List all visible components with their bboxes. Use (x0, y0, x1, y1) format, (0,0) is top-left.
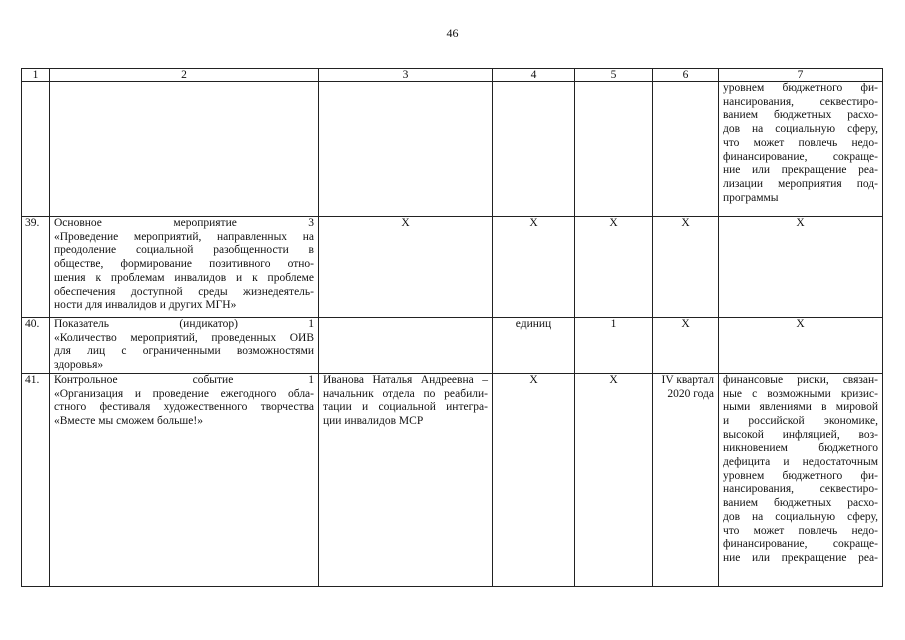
risks-cell (719, 217, 883, 318)
responsible-person (319, 318, 493, 374)
table-row (22, 318, 883, 374)
cell-line: IV квартал (661, 373, 714, 386)
cell-line: Основное мероприятие 3 (54, 217, 314, 229)
cell-line: финансовые риски, связан- (723, 373, 878, 386)
table-row (22, 82, 883, 217)
cell-line: уровнем бюджетного фи- (723, 469, 878, 482)
cell-line: ными явлениями в мировой (723, 401, 878, 414)
cell-line: Х (796, 318, 805, 330)
cell-line: 2020 года (667, 387, 714, 400)
deadline-cell (653, 318, 719, 374)
cell-line: дов на социальную сферу, (723, 123, 878, 136)
responsible-person (319, 82, 493, 217)
table-row (22, 217, 883, 318)
table-row (22, 373, 883, 586)
cell-line: высокой инфляцией, воз- (723, 428, 878, 441)
deadline-cell (653, 373, 719, 586)
cell-line: Иванова Наталья Андреевна – (323, 373, 488, 386)
deadline-cell (653, 82, 719, 217)
column-number-2: 2 (50, 69, 319, 82)
cell-line: обеспечения доступной среды жизнедеятель- (54, 285, 314, 298)
column-number-5: 5 (575, 69, 653, 82)
cell-line: никновением бюджетного (723, 442, 878, 455)
deadline-cell (653, 217, 719, 318)
cell-line: начальник отдела по реабили- (323, 387, 488, 400)
cell-line: ние или прекращение реа- (723, 551, 878, 564)
cell-line: тации и социальной интегра- (323, 401, 488, 414)
cell-line: обществе, формирование позитивного отно- (54, 258, 314, 271)
column-number-4: 4 (493, 69, 575, 82)
cell-line: ние или прекращение реа- (723, 164, 878, 177)
risks-cell (719, 318, 883, 374)
value-cell: Х (575, 217, 653, 318)
cell-line: «Вместе мы сможем больше!» (54, 414, 203, 427)
responsible-person (319, 217, 493, 318)
measure-description (50, 373, 319, 586)
cell-line: финансирование, сокраще- (723, 150, 878, 163)
cell-line: Х (796, 217, 805, 229)
unit-cell: Х (493, 373, 575, 586)
measures-table (21, 68, 883, 587)
column-number-1: 1 (22, 69, 50, 82)
cell-line: ные с возможными кризис- (723, 387, 878, 400)
cell-line: что может повлечь недо- (723, 524, 878, 537)
cell-line: ности для инвалидов и других МГН» (54, 299, 237, 312)
column-number-row (22, 69, 883, 82)
value-cell: Х (575, 373, 653, 586)
cell-line: лизации мероприятия под- (723, 177, 878, 190)
column-number-6: 6 (653, 69, 719, 82)
cell-line: преодоление социальной разобщенности в (54, 244, 314, 257)
cell-line: для лиц с ограниченными возможностями (54, 345, 314, 358)
row-number (22, 82, 50, 217)
cell-line: Контрольное событие 1 (54, 373, 314, 386)
unit-cell: единиц (493, 318, 575, 374)
cell-line: уровнем бюджетного фи- (723, 82, 878, 94)
cell-line: нансирования, секвестиро- (723, 95, 878, 108)
cell-line: что может повлечь недо- (723, 136, 878, 149)
cell-line: «Организация и проведение ежегодного обла- (54, 387, 314, 400)
row-number: 40. (22, 318, 50, 374)
cell-line: дов на социальную сферу, (723, 510, 878, 523)
cell-line: и российской экономике, (723, 414, 878, 427)
cell-line: дефицита и недостаточным (723, 456, 878, 469)
cell-line: финансирование, сокраще- (723, 538, 878, 551)
cell-line: программы (723, 191, 779, 204)
value-cell (575, 82, 653, 217)
cell-line: Х (681, 318, 690, 330)
cell-line: стного фестиваля художественного творчества (54, 401, 314, 414)
row-number: 39. (22, 217, 50, 318)
cell-line: шения к проблемам инвалидов и к проблеме (54, 271, 314, 284)
measure-description (50, 82, 319, 217)
value-cell: 1 (575, 318, 653, 374)
responsible-person (319, 373, 493, 586)
column-number-7: 7 (719, 69, 883, 82)
cell-line: нансирования, секвестиро- (723, 483, 878, 496)
measure-description (50, 217, 319, 318)
cell-line: Х (401, 217, 410, 229)
risks-cell (719, 82, 883, 217)
unit-cell: Х (493, 217, 575, 318)
cell-line: «Проведение мероприятий, направленных на (54, 230, 314, 243)
cell-line: ции инвалидов МСР (323, 414, 424, 427)
cell-line: «Количество мероприятий, проведенных ОИВ (54, 331, 314, 344)
cell-line: ванием бюджетных расхо- (723, 109, 878, 122)
cell-line: Х (681, 217, 690, 229)
cell-line: здоровья» (54, 359, 104, 372)
measure-description (50, 318, 319, 374)
page-number: 46 (446, 26, 459, 40)
cell-line: Показатель (индикатор) 1 (54, 318, 314, 330)
risks-cell (719, 373, 883, 586)
cell-line: ванием бюджетных расхо- (723, 497, 878, 510)
row-number: 41. (22, 373, 50, 586)
column-number-3: 3 (319, 69, 493, 82)
unit-cell (493, 82, 575, 217)
